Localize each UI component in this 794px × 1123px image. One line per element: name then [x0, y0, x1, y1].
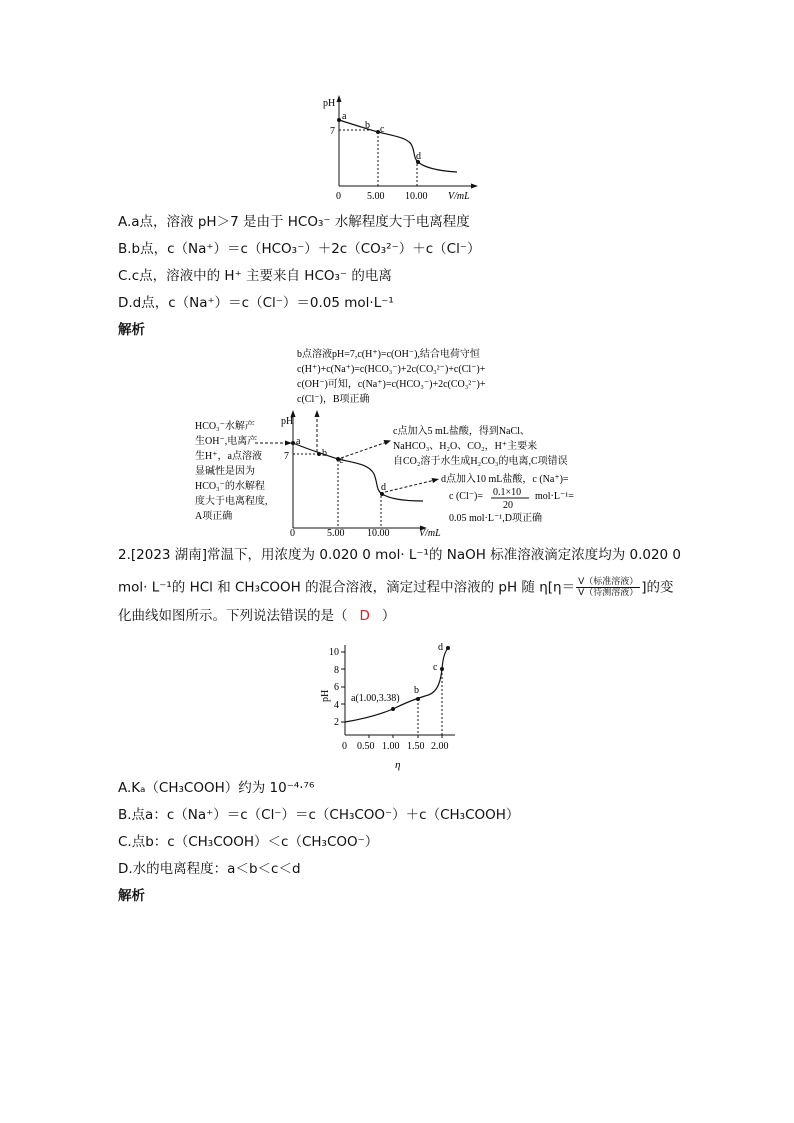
g2-xlabel: V/mL: [419, 528, 441, 539]
note-a-line1: HCO₃⁻水解产: [195, 421, 255, 432]
g1-xtick-1: 5.00: [367, 191, 385, 202]
g2-xtick-2: 10.00: [367, 528, 390, 539]
q2-line3-post: ）: [381, 608, 396, 624]
note-c-line2: NaHCO₃、H₂O、CO₂，H⁺主要来: [393, 441, 538, 452]
g3-xtick-100: 1.00: [382, 741, 400, 752]
eta-denominator: V（待测溶液）: [578, 588, 639, 598]
g1-point-d: d: [416, 151, 421, 162]
note-b-line2: c(H⁺)+c(Na⁺)=c(HCO₃⁻)+2c(CO₃²⁻)+c(Cl⁻)+: [297, 364, 486, 375]
note-b-line1: b点溶液pH=7,c(H⁺)=c(OH⁻),结合电荷守恒: [297, 349, 480, 360]
q2-option-c: C.点b：c（CH₃COOH）＜c（CH₃COO⁻）: [118, 834, 379, 850]
g3-ytick-10: 10: [329, 647, 339, 658]
g3-point-c: c: [433, 662, 438, 673]
answer-d: D: [359, 608, 370, 624]
g2-xtick-0: 0: [290, 528, 295, 539]
g1-ylabel: pH: [323, 98, 336, 109]
q2-option-b: B.点a：c（Na⁺）＝c（Cl⁻）＝c（CH₃COO⁻）＋c（CH₃COOH）: [118, 807, 520, 823]
note-a-line6: 度大于电离程度,: [195, 496, 268, 507]
g2-point-b: b: [322, 448, 327, 459]
g2-point-a: a: [296, 436, 301, 447]
q2-line3: [118, 607, 395, 625]
note-a-line7: A项正确: [195, 511, 233, 522]
g3-xtick-150: 1.50: [407, 741, 425, 752]
note-c-line3: 自CO₂溶于水生成H₂CO₃的电离,C项错误: [393, 456, 568, 467]
analysis-heading-1: 解析: [118, 322, 145, 338]
g1-point-c: c: [380, 124, 385, 135]
note-d-line2: c (Cl⁻)=: [449, 491, 483, 502]
q1-option-b: B.b点，c（Na⁺）＝c（HCO₃⁻）＋2c（CO₃²⁻）＋c（Cl⁻）: [118, 241, 481, 257]
g1-point-b: b: [365, 120, 370, 131]
q1-option-d: D.d点，c（Na⁺）＝c（Cl⁻）＝0.05 mol·L⁻¹: [118, 295, 394, 311]
g2-ytick: 7: [284, 451, 289, 462]
note-d-frac-den: 20: [503, 500, 513, 511]
g3-ytick-4: 4: [334, 700, 339, 711]
titration-graph-2: [315, 637, 465, 775]
q2-line1: 2.[2023 湖南]常温下，用浓度为 0.020 0 mol· L⁻¹的 NaOH 标准溶液滴定浓度均为 0.020 0: [118, 547, 682, 563]
g3-ytick-8: 8: [334, 665, 339, 676]
note-d-unit: mol·L⁻¹=: [535, 491, 574, 502]
note-a-line5: HCO₃⁻的水解程: [195, 481, 265, 492]
note-d-line1: d点加入10 mL盐酸，c (Na⁺)=: [441, 474, 569, 485]
note-d-line4: 0.05 mol·L⁻¹,D项正确: [449, 513, 542, 524]
q1-option-a: A.a点，溶液 pH＞7 是由于 HCO₃⁻ 水解程度大于电离程度: [118, 214, 470, 230]
note-b-line4: c(Cl⁻)，B项正确: [297, 394, 370, 405]
eta-numerator: V（标准溶液）: [578, 577, 639, 587]
g3-point-a: a(1.00,3.38): [351, 693, 400, 704]
g1-point-a: a: [342, 111, 347, 122]
note-d-frac-num: 0.1×10: [493, 487, 522, 498]
analysis-graph: [195, 342, 605, 542]
note-c-line1: c点加入5 mL盐酸，得到NaCl、: [393, 426, 530, 437]
note-b-line3: c(OH⁻)可知，c(Na⁺)=c(HCO₃⁻)+2c(CO₃²⁻)+: [297, 379, 486, 390]
g1-xtick-0: 0: [336, 191, 341, 202]
g3-xtick-200: 2.00: [431, 741, 449, 752]
g2-point-d: d: [381, 482, 386, 493]
titration-graph-1: [315, 92, 480, 204]
g2-point-c: c: [339, 455, 344, 466]
g3-xlabel: η: [395, 759, 401, 771]
analysis-heading-2: 解析: [118, 888, 145, 904]
g2-ylabel: pH: [281, 416, 294, 427]
g3-ytick-2: 2: [334, 717, 339, 728]
q2-option-d: D.水的电离程度：a＜b＜c＜d: [118, 861, 301, 877]
q2-line2: [118, 577, 674, 598]
g1-xtick-2: 10.00: [405, 191, 428, 202]
q1-option-c: C.c点，溶液中的 H⁺ 主要来自 HCO₃⁻ 的电离: [118, 268, 392, 284]
note-a-line3: 生H⁺，a点溶液: [195, 451, 262, 462]
g3-point-b: b: [414, 685, 419, 696]
q2-line2-pre: mol· L⁻¹的 HCl 和 CH₃COOH 的混合溶液，滴定过程中溶液的 pH 随 η[η＝: [118, 579, 576, 596]
g1-ytick: 7: [330, 126, 335, 137]
g3-xtick-0: 0: [342, 741, 347, 752]
g3-ylabel: pH: [320, 689, 331, 702]
note-a-line4: 显碱性是因为: [195, 466, 255, 477]
q2-line2-post: ]的变: [641, 579, 674, 596]
g3-point-d: d: [438, 642, 443, 653]
q2-option-a: A.Kₐ（CH₃COOH）约为 10⁻⁴·⁷⁶: [118, 780, 315, 796]
note-a-line2: 生OH⁻,电离产: [195, 436, 258, 447]
g2-xtick-1: 5.00: [327, 528, 345, 539]
g1-xlabel: V/mL: [448, 191, 470, 202]
g3-ytick-6: 6: [334, 682, 339, 693]
g3-xtick-050: 0.50: [357, 741, 375, 752]
q2-line3-pre: 化曲线如图所示。下列说法错误的是（: [118, 608, 348, 624]
eta-fraction: [576, 577, 640, 598]
